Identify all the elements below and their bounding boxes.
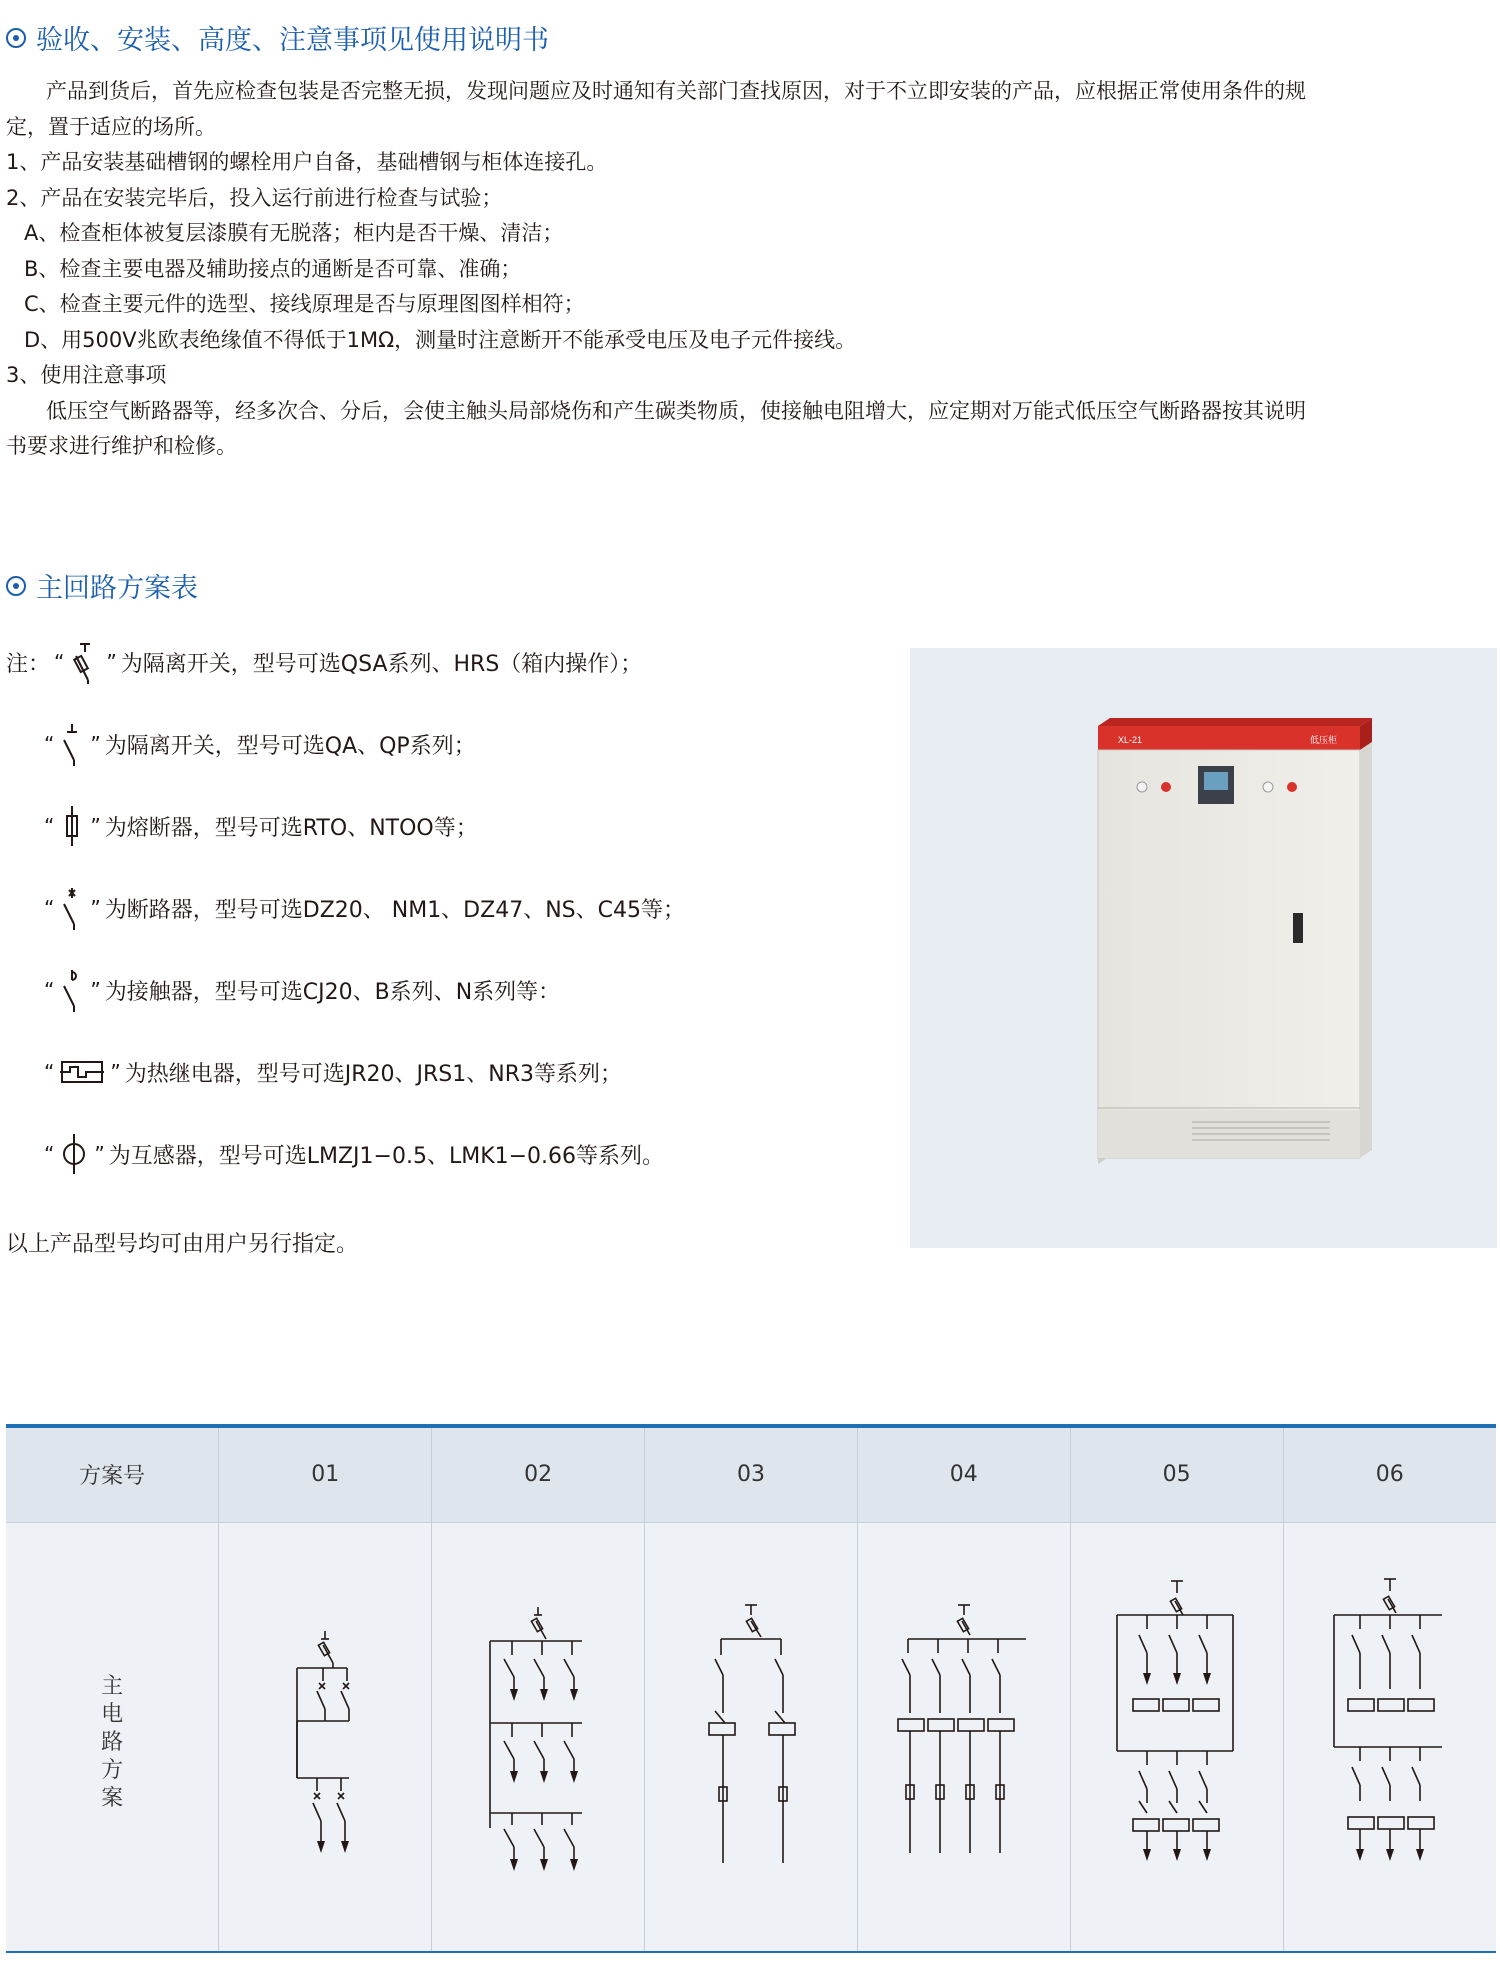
note-line: “ ” 为断路器，型号可选DZ20、 NM1、DZ47、NS、C45等； bbox=[40, 886, 685, 930]
table-row bbox=[6, 1522, 1496, 1952]
contactor-icon bbox=[58, 968, 86, 1012]
text-line: 3、使用注意事项 bbox=[6, 363, 167, 387]
header-scheme-no: 方案号 bbox=[6, 1426, 219, 1522]
text-line: 产品到货后，首先应检查包装是否完整无损，发现问题应及时通知有关部门查找原因，对于不立即安装的产品，应根据正常使用条件的规 bbox=[46, 79, 1306, 103]
note-line: “ ” 为热继电器，型号可选JR20、JRS1、NR3等系列； bbox=[40, 1050, 622, 1094]
bullet-circle-icon bbox=[6, 576, 26, 596]
section-title-scheme: 主回路方案表 bbox=[6, 566, 198, 605]
text-line: D、用500V兆欧表绝缘值不得低于1MΩ，测量时注意断开不能承受电压及电子元件接线。 bbox=[24, 327, 857, 352]
cabinet-label-right: 低压柜 bbox=[1310, 735, 1338, 745]
note-footer: 以上产品型号均可由用户另行指定。 bbox=[6, 1231, 359, 1257]
note-line: “ ” 为隔离开关，型号可选QA、QP系列； bbox=[40, 722, 476, 766]
circuit-breaker-icon bbox=[58, 886, 86, 930]
note-line: 注： “ ” 为隔离开关，型号可选QSA系列、HRS（箱内操作）； bbox=[6, 640, 642, 684]
note-prefix: 注： bbox=[6, 651, 51, 677]
instructions-body bbox=[6, 74, 1496, 465]
row-label-cell bbox=[6, 1522, 219, 1952]
header-col: 01 bbox=[219, 1426, 432, 1522]
note-line: “ ” 为熔断器，型号可选RTO、NTOO等； bbox=[40, 804, 478, 848]
text-line: C、检查主要元件的选型、接线原理是否与原理图图样相符； bbox=[24, 292, 585, 316]
section-title-instructions: 验收、安装、高度、注意事项见使用说明书 bbox=[6, 18, 549, 57]
scheme-03-diagram bbox=[645, 1522, 858, 1952]
current-transformer-icon bbox=[58, 1132, 90, 1176]
thermal-relay-icon bbox=[58, 1050, 106, 1094]
text-line: B、检查主要电器及辅助接点的通断是否可靠、准确； bbox=[24, 256, 522, 281]
row-label: 主电路方案 bbox=[101, 1673, 124, 1811]
scheme-01-diagram bbox=[219, 1522, 432, 1952]
isolating-switch-fused-icon bbox=[68, 640, 102, 684]
note-line: “ ” 为接触器，型号可选CJ20、B系列、N系列等： bbox=[40, 968, 560, 1012]
text-line: 书要求进行维护和检修。 bbox=[6, 434, 237, 458]
bullet-circle-icon bbox=[6, 28, 26, 48]
text-line: 定，置于适应的场所。 bbox=[6, 114, 216, 139]
header-col: 03 bbox=[645, 1426, 858, 1522]
header-col: 06 bbox=[1283, 1426, 1496, 1522]
cabinet-photo bbox=[910, 648, 1497, 1248]
text-line: 2、产品在安装完毕后，投入运行前进行检查与试验； bbox=[6, 185, 503, 210]
header-col: 02 bbox=[432, 1426, 645, 1522]
cabinet-label-left: XL-21 bbox=[1118, 735, 1143, 745]
text-line: 1、产品安装基础槽钢的螺栓用户自备，基础槽钢与柜体连接孔。 bbox=[6, 150, 608, 174]
scheme-05-diagram bbox=[1070, 1522, 1283, 1952]
header-col: 05 bbox=[1070, 1426, 1283, 1522]
header-col: 04 bbox=[857, 1426, 1070, 1522]
table-header-row bbox=[6, 1426, 1496, 1522]
text-line: 低压空气断路器等，经多次合、分后，会使主触头局部烧伤和产生碳类物质，使接触电阻增大，应定期对万能式低压空气断路器按其说明 bbox=[46, 398, 1306, 423]
main-circuit-scheme-table bbox=[6, 1424, 1496, 1953]
note-line: “ ” 为互感器，型号可选LMZJ1−0.5、LMK1−0.66等系列。 bbox=[40, 1132, 664, 1176]
fuse-icon bbox=[58, 804, 86, 848]
scheme-06-diagram bbox=[1283, 1522, 1496, 1952]
text-line: A、检查柜体被复层漆膜有无脱落；柜内是否干燥、清洁； bbox=[24, 221, 564, 245]
isolating-switch-icon bbox=[58, 722, 86, 766]
scheme-04-diagram bbox=[857, 1522, 1070, 1952]
scheme-02-diagram bbox=[432, 1522, 645, 1952]
